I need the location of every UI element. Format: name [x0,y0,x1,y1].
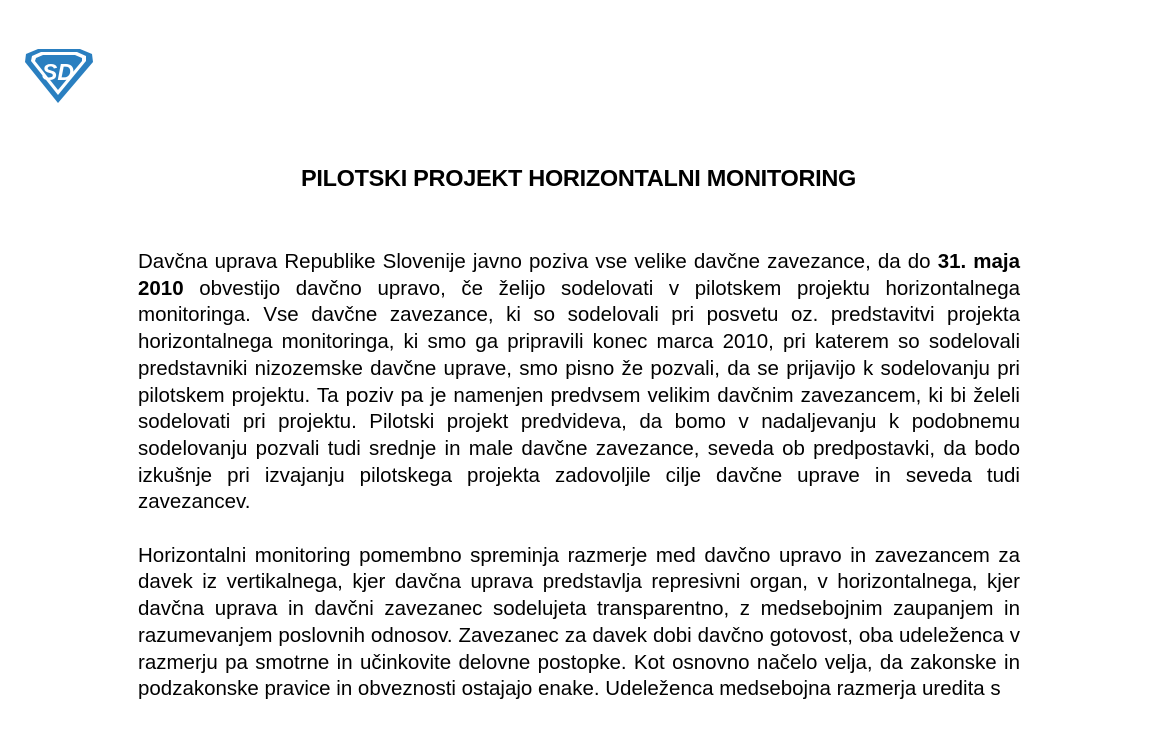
tax-administration-logo-icon [22,48,96,104]
paragraph-1-rest: obvestijo davčno upravo, če želijo sodelovati v pilotskem projektu horizontalnega monitoringa. Vse davčne zavezance, ki so sodelovali pri posvetu oz. predstavitvi projekta horizontalnega monitoringa, ki smo ga pripravili konec marca 2010, pri katerem so sodelovali predstavniki nizozemske davčne uprave, smo pisno že pozvali, da se prijavijo k sodelovanju pri pilotskem projektu. Ta poziv pa je namenjen predvsem velikim davčnim zavezancem, ki bi želeli sodelovati pri projektu. Pilotski projekt predvideva, da bomo v nadaljevanju k podobnemu sodelovanju pozvali tudi srednje in male davčne zavezance, seveda ob predpostavki, da bodo izkušnje pri izvajanju pilotskega projekta zadovoljile cilje davčne uprave in seveda tudi zavezancev. [138,276,1020,514]
document-body [138,249,1020,703]
paragraph-1-intro: Davčna uprava Republike Slovenije javno poziva vse velike davčne zavezance, da do [138,250,938,273]
logo-text: SD [42,59,74,85]
deadline-date: 31. maja 2010 [138,250,1021,300]
paragraph-1 [138,249,1020,516]
paragraph-2: Horizontalni monitoring pomembno spreminja razmerje med davčno upravo in zavezancem za davek iz vertikalnega, kjer davčna uprava predstavlja represivni organ, v horizontalnega, kjer davčna uprava in davčni zavezanec sodelujeta transparentno, z medsebojnim zaupanjem in razumevanjem poslovnih odnosov. Zavezanec za davek dobi davčno gotovost, oba udeleženca v razmerju pa smotrne in učinkovite delovne postopke. Kot osnovno načelo velja, da zakonske in podzakonske pravice in obveznosti ostajajo enake. Udeleženca medsebojna razmerja uredita s [138,543,1020,701]
page-title: PILOTSKI PROJEKT HORIZONTALNI MONITORING [300,165,857,191]
